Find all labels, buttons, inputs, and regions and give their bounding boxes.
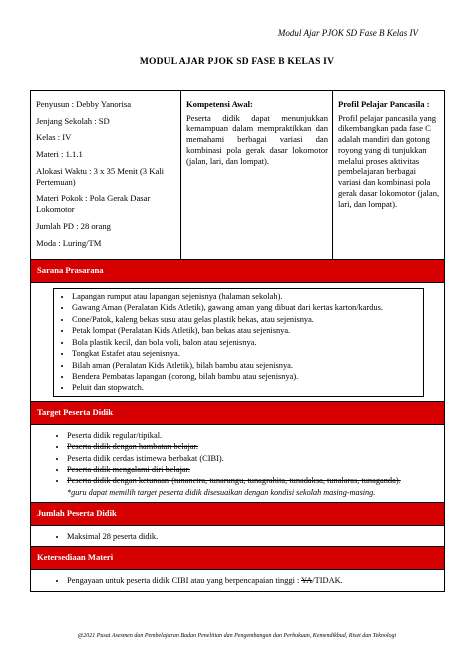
jumlah-heading: Jumlah Peserta Didik (31, 503, 444, 526)
profil-text: Profil pelajar pancasila yang dikembangkan pada fase C adalah mandiri dan gotong royong yang di tunjukkan melalui proses aktivitas pembelajaran berbagai variasi dan kombinasi pola gerak dasar lokomotor (jalan, lari, dan lompat). (338, 112, 440, 209)
footer: @2021 Pusat Asesmen dan Pembelajaran Badan Penelitian dan Pengembangan dan Perbukuan, Kemendikbud, Riset dan Teknologi (77, 633, 397, 639)
jumlah-body (31, 526, 444, 547)
materi: Materi : 1.1.1 (36, 149, 83, 160)
sarana-item: • Peluit dan stopwatch. (72, 382, 419, 393)
jumlah-list (53, 531, 424, 542)
sarana-item: • Bendera Pembatas lapangan (corong, bilah bambu atau sejenisnya). (72, 371, 419, 382)
ketersediaan-list (53, 575, 424, 586)
sarana-item: • Gawang Aman (Peralatan Kids Atletik), gawang aman yang dibuat dari kertas karton/kardus. (72, 302, 419, 313)
jumlah-item: • Maksimal 28 peserta didik. (67, 531, 424, 542)
document-title: MODUL AJAR PJOK SD FASE B KELAS IV (139, 57, 335, 67)
kelas: Kelas : IV (36, 132, 72, 143)
sarana-item: • Tongkat Estafet atau sejenisnya. (72, 348, 419, 359)
ketersediaan-item (67, 575, 424, 586)
materi-pokok: Materi Pokok : Pola Gerak Dasar Lokomotor (36, 193, 151, 215)
target-item: • Peserta didik regular/tipikal. (67, 430, 424, 441)
target-item-struck: • Peserta didik mengalami diri belajar. (67, 464, 424, 475)
kompetensi-text: Peserta didik dapat menunjukkan kemampuan dalam mempraktikkan dan memahami berbagai variasi dan kombinasi pola gerak dasar lokomotor (jalan, lari, dan lompat). (186, 112, 328, 166)
identity-column (31, 91, 181, 259)
ketersediaan-ya-struck: YA (301, 576, 313, 586)
ketersediaan-heading: Ketersediaan Materi (31, 547, 444, 570)
sarana-box (53, 288, 424, 397)
profil-column (333, 91, 444, 259)
target-heading: Target Peserta Didik (31, 402, 444, 425)
module-table (30, 90, 445, 592)
penyusun: Penyusun : Debby Yanorisa (36, 99, 132, 109)
sarana-item: • Bola plastik kecil, dan bola voli, balon atau sejenisnya. (72, 337, 419, 348)
target-note: *guru dapat memilih target peserta didik disesuaikan dengan kondisi sekolah masing-masing. (67, 487, 376, 497)
jumlah-pd: Jumlah PD : 28 orang (36, 220, 111, 231)
kompetensi-column (181, 91, 333, 259)
profil-heading: Profil Pelajar Pancasila : (338, 99, 430, 109)
ketersediaan-text: Pengayaan untuk peserta didik CIBI atau yang berpencapaian tinggi : (67, 576, 302, 586)
target-item-struck: • Peserta didik dengan ketunaan (tunanetra, tunarungu, tunagrahita, tunadaksa, tunalaras, tunaganda). (67, 475, 424, 486)
jenjang-sekolah: Jenjang Sekolah : SD (36, 115, 110, 126)
ketersediaan-tidak: /TIDAK. (312, 576, 343, 586)
target-body (31, 425, 444, 503)
sarana-item: • Bilah aman (Peralatan Kids Atletik), bilah bambu atau sejenisnya. (72, 360, 419, 371)
sarana-list (58, 291, 419, 394)
target-list (53, 430, 424, 487)
identity-row (31, 91, 444, 260)
ketersediaan-body (31, 570, 444, 590)
sarana-item: • Lapangan rumput atau lapangan sejenisnya (halaman sekolah). (72, 291, 419, 302)
sarana-heading: Sarana Prasarana (31, 260, 444, 283)
running-header: Modul Ajar PJOK SD Fase B Kelas IV (277, 28, 418, 38)
sarana-item: • Cone/Patok, kaleng bekas susu atau gelas plastik bekas, atau sejenisnya. (72, 314, 419, 325)
alokasi-waktu: Alokasi Waktu : 3 x 35 Menit (3 Kali Pertemuan) (36, 165, 165, 187)
moda: Moda : Luring/TM (36, 237, 102, 248)
sarana-item: • Petak lompat (Peralatan Kids Atletik), ban bekas atau sejenisnya. (72, 325, 419, 336)
target-item: • Peserta didik cerdas istimewa berbakat (CIBI). (67, 453, 424, 464)
sarana-body (31, 283, 444, 402)
target-item-struck: • Peserta didik dengan hambatan belajar. (67, 441, 424, 452)
kompetensi-heading: Kompetensi Awal: (186, 99, 253, 109)
